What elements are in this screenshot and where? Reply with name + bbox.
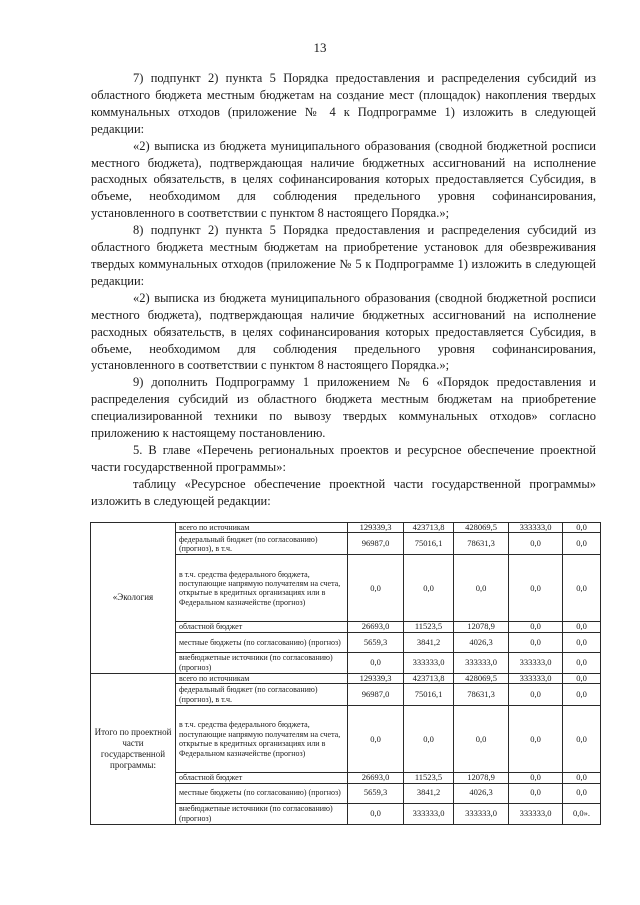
row-label: внебюджетные источники (по согласованию) (прогноз) <box>176 803 348 824</box>
table-cell: 0,0 <box>509 533 563 555</box>
table-cell: 5659,3 <box>348 783 404 803</box>
table-cell: 78631,3 <box>454 533 509 555</box>
table-cell: 0,0 <box>348 706 404 773</box>
table-cell: 0,0 <box>454 706 509 773</box>
table-cell: 333333,0 <box>509 652 563 673</box>
table-cell: 333333,0 <box>509 673 563 683</box>
table-cell: 3841,2 <box>404 632 454 652</box>
table-cell: 423713,8 <box>404 523 454 533</box>
paragraph-item-7: 7) подпункт 2) пункта 5 Порядка предоставления и распределения субсидий из областного бюджета местным бюджетам на создание мест (площадок) накопления твердых коммунальных отходов (приложение № 4 к Подпрограмме 1) изложить в следующей редакции: <box>91 71 596 136</box>
table-cell: 333333,0 <box>404 652 454 673</box>
paragraph-item-9: 9) дополнить Подпрограмму 1 приложением № 6 «Порядок предоставления и распределения субсидий из областного бюджета местным бюджетам на приобретение специализированной техники по вывозу твердых коммунальных отходов» согласно приложению к настоящему постановлению. <box>91 375 596 441</box>
table-cell: 75016,1 <box>404 533 454 555</box>
table-cell: 96987,0 <box>348 684 404 706</box>
table-cell: 423713,8 <box>404 673 454 683</box>
table-cell: 0,0 <box>563 652 601 673</box>
table-cell: 0,0». <box>563 803 601 824</box>
row-label: областной бюджет <box>176 622 348 632</box>
table-cell: 428069,5 <box>454 673 509 683</box>
table-cell: 0,0 <box>509 555 563 622</box>
table-cell: 129339,3 <box>348 673 404 683</box>
table-cell: 0,0 <box>563 783 601 803</box>
table-cell: 0,0 <box>563 684 601 706</box>
table-cell: 0,0 <box>563 706 601 773</box>
paragraph-table-intro: таблицу «Ресурсное обеспечение проектной части государственной программы» изложить в следующей редакции: <box>91 476 596 508</box>
resource-table <box>90 522 601 825</box>
paragraph-quote-2: «2) выписка из бюджета муниципального образования (сводной бюджетной росписи местного бюджета), подтверждающая наличие бюджетных ассигнований на исполнение расходных обязательств, в целях софинансирования которых предоставляется Субсидия, в объеме, необходимом для соблюдения предельного уровня софинансирования, установленного в соответствии с пунктом 8 настоящего Порядка.»; <box>91 290 596 373</box>
table-row <box>91 523 601 533</box>
table-cell: 96987,0 <box>348 533 404 555</box>
table-cell: 0,0 <box>563 632 601 652</box>
table-cell: 4026,3 <box>454 783 509 803</box>
row-label: в т.ч. средства федерального бюджета, поступающие напрямую получателям на счета, открытые в кредитных организациях или в Федеральном казначействе (прогноз) <box>176 706 348 773</box>
table-cell: 428069,5 <box>454 523 509 533</box>
row-label: областной бюджет <box>176 773 348 783</box>
table-cell: 0,0 <box>509 684 563 706</box>
table-cell: 0,0 <box>404 706 454 773</box>
table-cell: 0,0 <box>509 622 563 632</box>
table-cell: 0,0 <box>509 632 563 652</box>
table-cell: 12078,9 <box>454 773 509 783</box>
table-cell: 0,0 <box>563 555 601 622</box>
table-cell: 0,0 <box>509 783 563 803</box>
table-cell: 333333,0 <box>404 803 454 824</box>
table-cell: 0,0 <box>348 803 404 824</box>
table-cell: 333333,0 <box>509 523 563 533</box>
table-cell: 0,0 <box>563 673 601 683</box>
table-cell: 0,0 <box>563 533 601 555</box>
table-cell: 0,0 <box>454 555 509 622</box>
table-cell: 11523,5 <box>404 622 454 632</box>
table-cell: 75016,1 <box>404 684 454 706</box>
row-label: местные бюджеты (по согласованию) (прогноз) <box>176 632 348 652</box>
table-cell: 0,0 <box>509 706 563 773</box>
table-cell: 0,0 <box>563 773 601 783</box>
table-cell: 5659,3 <box>348 632 404 652</box>
table-cell: 12078,9 <box>454 622 509 632</box>
group-name-ecology: «Экология <box>91 523 176 674</box>
table-cell: 0,0 <box>509 773 563 783</box>
paragraph-quote-1: «2) выписка из бюджета муниципального образования (сводной бюджетной росписи местного бюджета), подтверждающая наличие бюджетных ассигнований на исполнение расходных обязательств, в целях софинансирования которых предоставляется Субсидия, в объеме, необходимом для соблюдения предельного уровня софинансирования, установленного в соответствии с пунктом 8 настоящего Порядка.»; <box>91 138 596 221</box>
table-cell: 0,0 <box>348 652 404 673</box>
table-cell: 26693,0 <box>348 622 404 632</box>
paragraph-item-8: 8) подпункт 2) пункта 5 Порядка предоставления и распределения субсидий из областного бюджета местным бюджетам на приобретение установок для обезвреживания твердых коммунальных отходов (приложение № 5 к Подпрограмме 1) изложить в следующей редакции: <box>91 223 596 288</box>
table-cell: 78631,3 <box>454 684 509 706</box>
row-label: федеральный бюджет (по согласованию) (прогноз), в т.ч. <box>176 533 348 555</box>
table-cell: 333333,0 <box>454 652 509 673</box>
document-body <box>91 70 596 510</box>
table-cell: 0,0 <box>563 523 601 533</box>
table-cell: 333333,0 <box>509 803 563 824</box>
table-cell: 0,0 <box>348 555 404 622</box>
row-label: всего по источникам <box>176 523 348 533</box>
page-number: 13 <box>313 40 327 55</box>
paragraph-section-5: 5. В главе «Перечень региональных проектов и ресурсное обеспечение проектной части государственной программы»: <box>91 442 596 474</box>
table-cell: 11523,5 <box>404 773 454 783</box>
table-cell: 3841,2 <box>404 783 454 803</box>
table-cell: 129339,3 <box>348 523 404 533</box>
row-label: всего по источникам <box>176 673 348 683</box>
table-cell: 26693,0 <box>348 773 404 783</box>
row-label: местные бюджеты (по согласованию) (прогноз) <box>176 783 348 803</box>
row-label: в т.ч. средства федерального бюджета, поступающие напрямую получателям на счета, открытые в кредитных организациях или в Федеральном казначействе (прогноз) <box>176 555 348 622</box>
row-label: федеральный бюджет (по согласованию) (прогноз), в т.ч. <box>176 684 348 706</box>
table-cell: 4026,3 <box>454 632 509 652</box>
table-cell: 0,0 <box>563 622 601 632</box>
row-label: внебюджетные источники (по согласованию) (прогноз) <box>176 652 348 673</box>
table-cell: 333333,0 <box>454 803 509 824</box>
group-name-total: Итого по проектной части государственной программы: <box>91 673 176 824</box>
table-cell: 0,0 <box>404 555 454 622</box>
table-row <box>91 673 601 683</box>
